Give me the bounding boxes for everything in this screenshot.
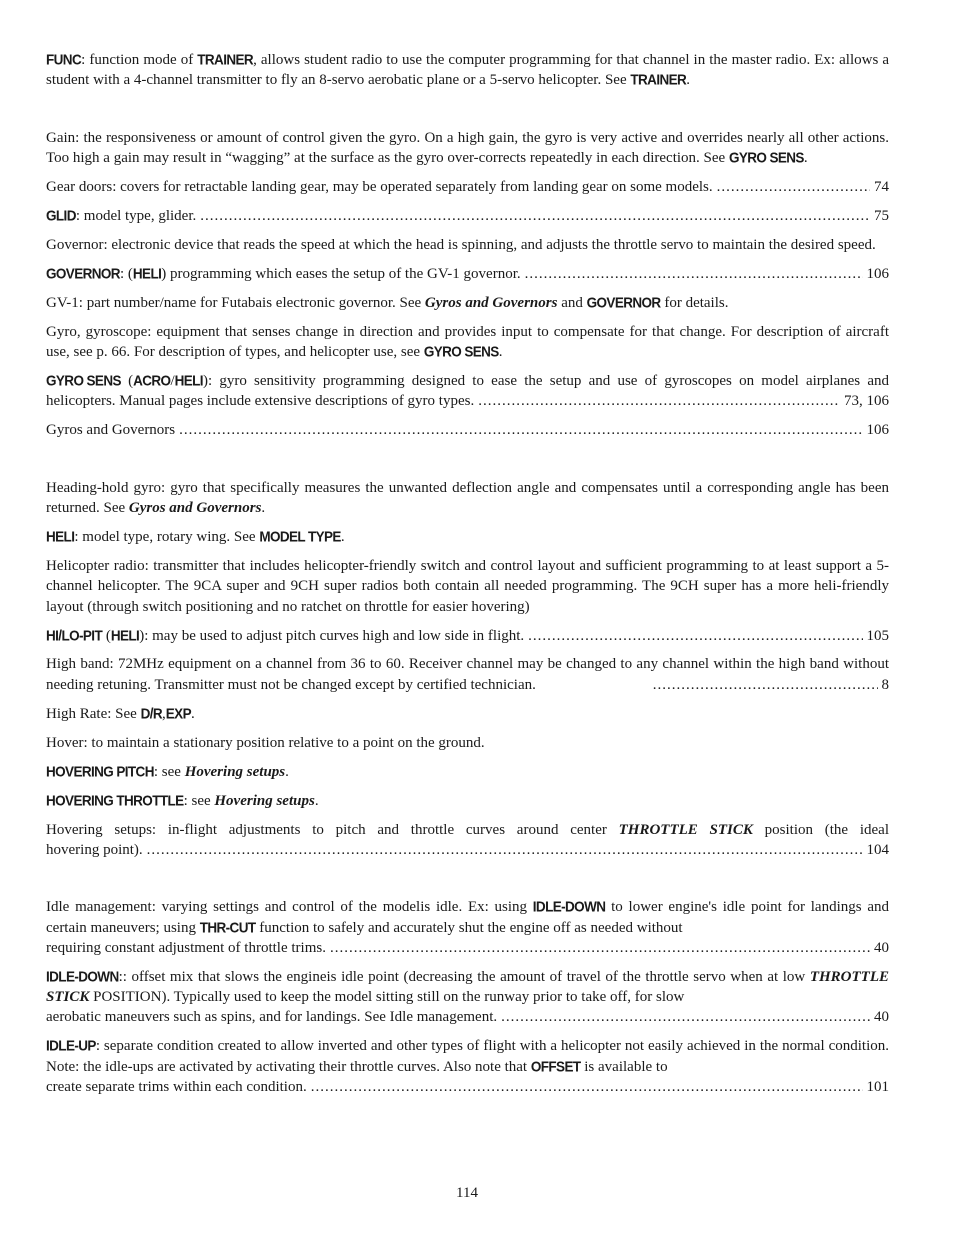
keyword: TRAINER bbox=[197, 51, 254, 68]
entry-high-band: High band: 72MHz equipment on a channel from 36 to 60. Receiver channel may be changed to any channel within the high band without needing retuning. Transmitter must not be changed except by certified technician. bbox=[46, 656, 889, 693]
keyword: GYRO SENS bbox=[423, 343, 499, 360]
keyword: HOVERING PITCH bbox=[46, 762, 154, 780]
entry-idle-down: IDLE-DOWN:: offset mix that slows the engineis idle point (decreasing the amount of travel of the throttle servo when at low THROTTLE STICK POSITION). Typically used to keep the model sitting still on the runway prior to take off, for slow aerobatic maneuvers such as spins, and for landings. See Idle management. ..... 40 bbox=[46, 967, 889, 1028]
page-ref: 75 bbox=[874, 207, 889, 224]
glossary-page bbox=[46, 50, 889, 1106]
dot-leader bbox=[528, 626, 862, 646]
keyword: GYRO SENS bbox=[46, 372, 121, 389]
entry-gv1: GV-1: part number/name for Futabais electronic governor. See Gyros and Governors and GOVERNOR for details. bbox=[46, 293, 889, 313]
keyword: FUNC bbox=[46, 51, 82, 68]
entry-hovering-throttle: HOVERING THROTTLE: see Hovering setups. bbox=[46, 791, 889, 811]
dot-leader bbox=[653, 675, 878, 695]
dot-leader bbox=[525, 264, 863, 284]
keyword: HELI bbox=[110, 626, 140, 644]
page-ref: 105 bbox=[866, 627, 889, 644]
keyword: HELI bbox=[132, 264, 162, 282]
keyword: IDLE-DOWN bbox=[46, 967, 119, 985]
page-ref: 40 bbox=[874, 1009, 889, 1026]
dot-leader bbox=[478, 391, 840, 411]
keyword: OFFSET bbox=[530, 1057, 581, 1075]
dot-leader bbox=[330, 938, 870, 958]
keyword: D/R bbox=[140, 704, 163, 722]
dot-leader bbox=[147, 840, 863, 860]
keyword: IDLE-UP bbox=[46, 1037, 96, 1055]
entry-hover: Hover: to maintain a stationary position relative to a point on the ground. bbox=[46, 734, 485, 751]
page-ref: 73, 106 bbox=[844, 393, 889, 410]
entry-gear-doors: Gear doors: covers for retractable landing gear, may be operated separately from landing gear on some models. ..... 74 bbox=[46, 177, 889, 197]
keyword: MODEL TYPE bbox=[259, 527, 341, 545]
keyword: GOVERNOR bbox=[46, 264, 120, 282]
keyword: TRAINER bbox=[630, 71, 687, 89]
entry-func: FUNC: function mode of TRAINER, allows student radio to use the computer programming for that channel in the master radio. Ex: allows a student with a 4-channel transmitter to fly an 8-servo aerobatic plane or a 5-servo helicopter. See TRAINER. bbox=[46, 50, 889, 91]
entry-gyro: Gyro, gyroscope: equipment that senses change in direction and provides input to compensate for that change. For description of aircraft use, see p. 66. For description of types, and helicopter use, see GYRO SENS. bbox=[46, 322, 889, 363]
keyword: GLID bbox=[46, 206, 76, 224]
keyword: IDLE-DOWN bbox=[532, 898, 606, 916]
dot-leader bbox=[501, 1007, 870, 1027]
page-ref: 8 bbox=[881, 676, 889, 693]
entry-gain: Gain: the responsiveness or amount of control given the gyro. On a high gain, the gyro is very active and overrides nearly all other actions. Too high a gain may result in “wagging” at the surface as the gyro over-corrects repeatedly in each direction. See GYRO SENS. bbox=[46, 128, 889, 169]
dot-leader bbox=[311, 1077, 863, 1097]
keyword: HELI bbox=[174, 372, 203, 389]
page-ref: 74 bbox=[874, 178, 889, 195]
entry-hovering-setups: Hovering setups: in-flight adjustments to pitch and throttle curves around center THROTTLE STICK position (the ideal hovering point). ..... 104 bbox=[46, 820, 889, 861]
entry-heli: HELI: model type, rotary wing. See MODEL TYPE. bbox=[46, 527, 889, 547]
dot-leader bbox=[717, 177, 870, 197]
entry-gyro-sens: GYRO SENS (ACRO/HELI): gyro sensitivity programming designed to ease the setup and use of gyroscopes on model airplanes and helicopters. Manual pages include extensive descriptions of gyro types. bbox=[46, 371, 889, 412]
entry-idle-up: IDLE-UP: separate condition created to allow inverted and other types of flight with a helicopter not easily achieved in the normal condition. Note: the idle-ups are activated by activating their throttle curves. Also note that OFFSET is available to create separate trims within each condition. ..... 101 bbox=[46, 1036, 889, 1097]
entry-heli-radio: Helicopter radio: transmitter that includes helicopter-friendly switch and control layout and sufficient programming to at least support a 5-channel helicopter. The 9CA super and 9CH super radios both contain all needed programming. The 9CH super has a more heli-friendly layout (through switch positioning and no ratchet on throttle for easier hovering) bbox=[46, 557, 889, 615]
entry-glid: GLID: model type, glider. ..... 75 bbox=[46, 206, 889, 226]
entry-high-rate: High Rate: See D/R,EXP. bbox=[46, 704, 889, 724]
page-ref: 106 bbox=[866, 422, 889, 439]
dot-leader bbox=[200, 206, 870, 226]
page-ref: 101 bbox=[866, 1079, 889, 1096]
page-number: 114 bbox=[456, 1185, 478, 1201]
page-ref: 104 bbox=[866, 842, 889, 858]
entry-governor-def: Governor: electronic device that reads the speed at which the head is spinning, and adjusts the throttle servo to maintain the desired speed. bbox=[46, 236, 876, 253]
entry-governor-prog: GOVERNOR: (HELI) programming which eases the setup of the GV-1 governor. ..... 106 bbox=[46, 264, 889, 284]
keyword: HI/LO-PIT bbox=[46, 626, 103, 644]
keyword: THR-CUT bbox=[199, 918, 256, 936]
keyword: HELI bbox=[46, 527, 75, 545]
entry-gyros-governors: Gyros and Governors ..... 106 bbox=[46, 420, 889, 440]
keyword: EXP bbox=[165, 704, 191, 722]
entry-hilo-pit: HI/LO-PIT (HELI): may be used to adjust pitch curves high and low side in flight. ..... 105 bbox=[46, 626, 889, 646]
entry-idle-management: Idle management: varying settings and control of the modelis idle. Ex: using IDLE-DOWN to lower engine's idle point for landings and certain maneuvers; using THR-CUT function to safely and accurately shut the engine off as needed without requiring constant adjustment of throttle trims. ..... 40 bbox=[46, 897, 889, 958]
keyword: ACRO bbox=[133, 372, 171, 389]
keyword: GYRO SENS bbox=[728, 148, 804, 166]
dot-leader bbox=[179, 420, 862, 440]
keyword: GOVERNOR bbox=[586, 293, 661, 311]
entry-heading-hold: Heading-hold gyro: gyro that specifically measures the unwanted deflection angle and compensates until a corresponding angle has been returned. See Gyros and Governors. bbox=[46, 479, 889, 516]
keyword: HOVERING THROTTLE bbox=[46, 791, 184, 809]
page-ref: 106 bbox=[866, 265, 889, 282]
page-ref: 40 bbox=[874, 939, 889, 956]
entry-hovering-pitch: HOVERING PITCH: see Hovering setups. bbox=[46, 762, 889, 782]
